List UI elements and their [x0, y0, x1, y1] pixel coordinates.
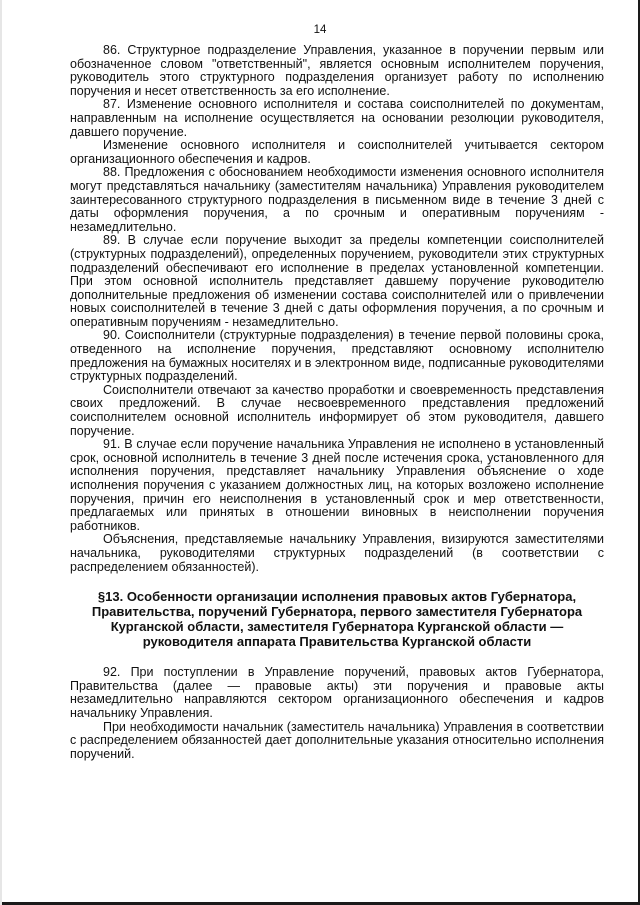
paragraph-91: 91. В случае если поручение начальника Управления не исполнено в установленный срок, основной исполнитель в течение 3 дней после истечения срока, установленного для исполнения поручения, представляет начальнику Управления объяснение о ходе исполнения поручения с указанием должностных лиц, на которых возложено исполнение поручения, причин его неисполнения в установленный срок и мер ответственности, предлагаемых или принятых в отношении виновных в неисполнении поручения работников.: [70, 437, 604, 533]
paragraph-86: 86. Структурное подразделение Управления, указанное в поручении первым или обозначенное словом "ответственный", является основным исполнителем поручения, руководитель этого структурного подразделения организует работу по исполнению поручения и несет ответственность за его исполнение.: [70, 43, 604, 98]
scan-edge: [0, 0, 2, 905]
paragraph-88: 88. Предложения с обоснованием необходимости изменения основного исполнителя могут представляться начальнику (заместителям начальника) Управления руководителем заинтересованного структурного подразделения в письменном виде в течение 3 дней с даты оформления поручения, а по срочным и оперативным поручениям - незамедлительно.: [70, 165, 604, 234]
paragraph-91-note: Объяснения, представляемые начальнику Управления, визируются заместителями начальника, руководителями структурных подразделений (в соответствии с распределением обязанностей).: [70, 532, 604, 574]
page-number: 14: [313, 24, 327, 36]
section-heading: §13. Особенности организации исполнения правовых актов Губернатора, Правительства, поручений Губернатора, первого заместителя Губернатора Курганской области, заместителя Губернатора Курганской области — руководителя аппарата Правительства Курганской области: [91, 589, 583, 650]
paragraph-92: 92. При поступлении в Управление поручений, правовых актов Губернатора, Правительства (далее — правовые акты) эти поручения и правовые акты незамедлительно направляются сектором организационного обеспечения и кадров начальнику Управления.: [70, 665, 604, 720]
paragraph-89: 89. В случае если поручение выходит за пределы компетенции соисполнителей (структурных подразделений), определенных поручением, руководители этих структурных подразделений обеспечивают его исполнение в пределах установленной компетенции. При этом основной исполнитель представляет давшему поручение руководителю дополнительные предложения об изменении состава соисполнителей или о привлечении новых соисполнителей в течение 3 дней с даты оформления поручения, а по срочным и оперативным поручениям - незамедлительно.: [70, 233, 604, 329]
paragraph-87-note: Изменение основного исполнителя и соисполнителей учитывается сектором организационного обеспечения и кадров.: [70, 138, 604, 166]
paragraph-90: 90. Соисполнители (структурные подразделения) в течение первой половины срока, отведенного на исполнение поручения, представляют основному исполнителю предложения на бумажных носителях и в электронном виде, подписанные руководителями структурных подразделений.: [70, 328, 604, 384]
paragraph-87: 87. Изменение основного исполнителя и состава соисполнителей по документам, направленным на исполнение осуществляется на основании резолюции руководителя, давшего поручение.: [70, 97, 604, 139]
paragraph-92-note: При необходимости начальник (заместитель начальника) Управления в соответствии с распределением обязанностей дает дополнительные указания относительно исполнения поручений.: [70, 719, 604, 761]
paragraph-90-note: Соисполнители отвечают за качество проработки и своевременность представления своих предложений. В случае несвоевременного представления предложений соисполнителем основной исполнитель информирует об этом руководителя, давшего поручение.: [70, 382, 604, 438]
document-body: [70, 44, 604, 761]
